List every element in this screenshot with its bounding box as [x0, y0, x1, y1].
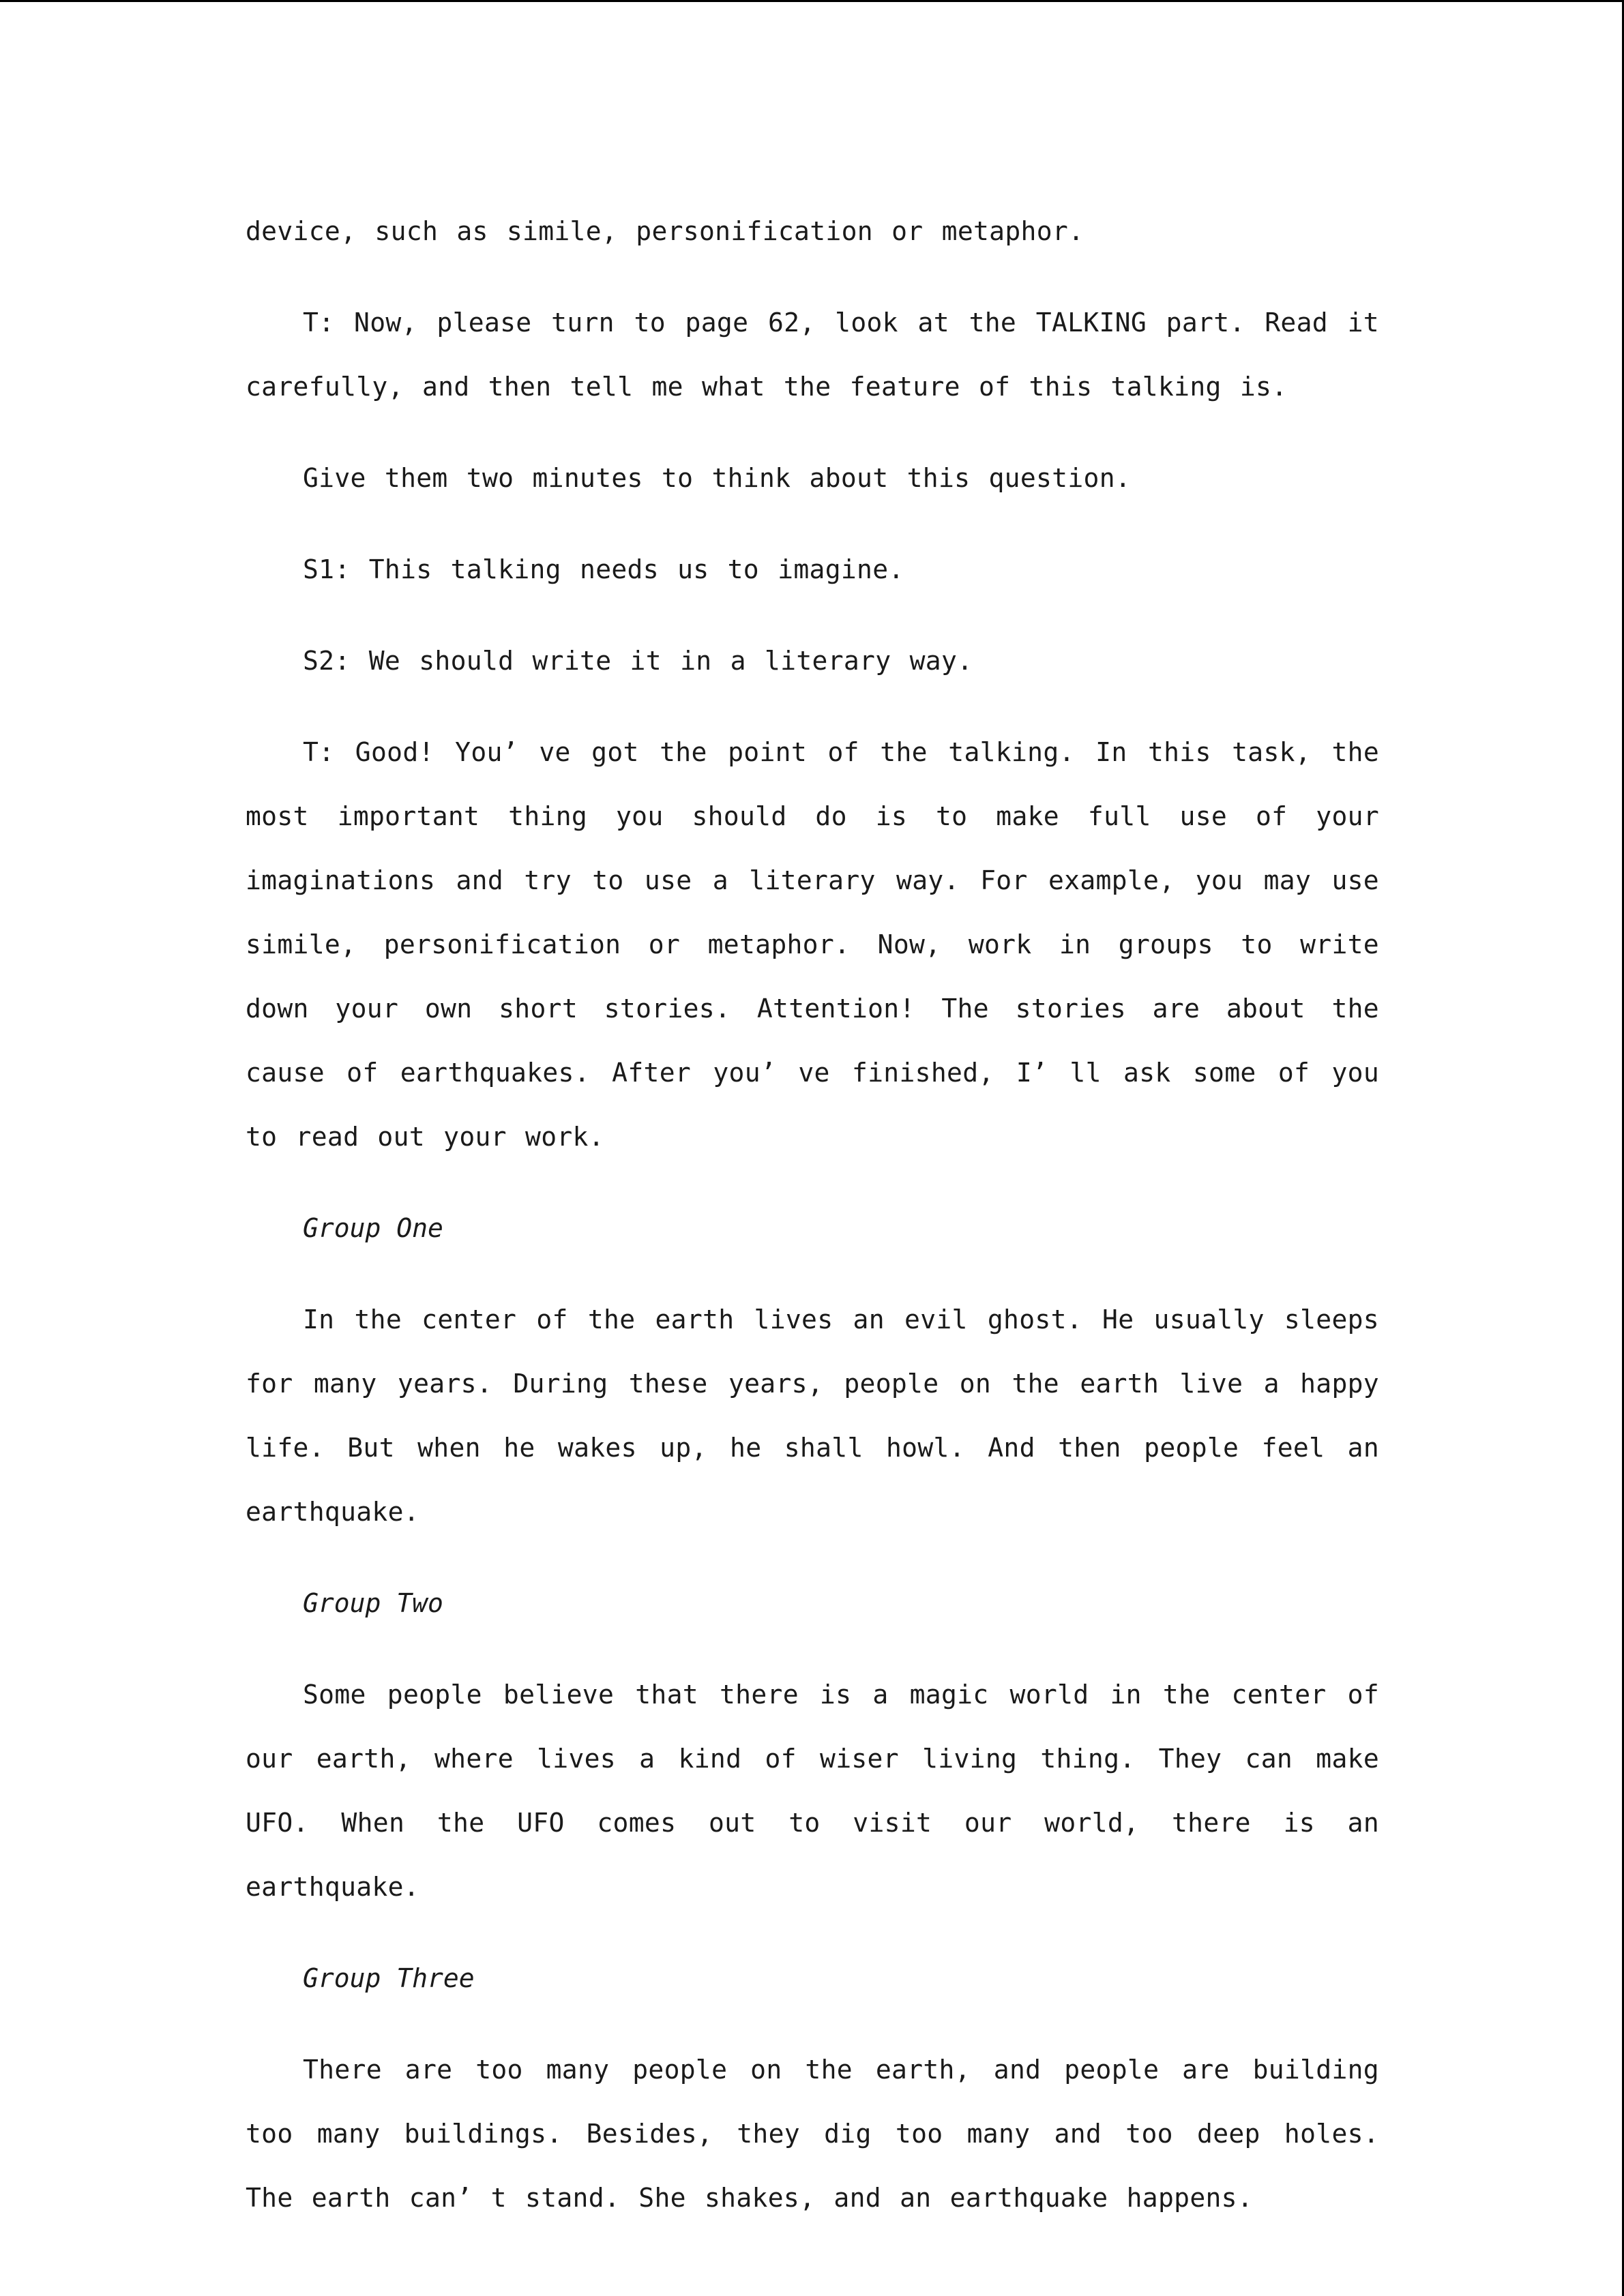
page-border-top: [0, 0, 1624, 2]
paragraph-teacher-task: T: Good! You’ ve got the point of the talking. In this task, the most important thing you should do is to make full use of your imaginations and try to use a literary way. For example, you may use simile, personification or metaphor. Now, work in groups to write down your own short stories. Attention! The stories are about the cause of earthquakes. After you’ ve finished, I’ ll ask some of you to read out your work.: [246, 737, 1379, 1152]
paragraph-continuation: device, such as simile, personification or metaphor.: [246, 216, 1084, 246]
paragraph-student-one: S1: This talking needs us to imagine.: [303, 554, 904, 584]
heading-group-two: Group Two: [303, 1588, 443, 1618]
paragraph-note: Give them two minutes to think about this question.: [303, 463, 1132, 493]
paragraph-student-two: S2: We should write it in a literary way.: [303, 646, 973, 676]
heading-group-three: Group Three: [303, 1963, 475, 1993]
paragraph-group-three-story: There are too many people on the earth, and people are building too many buildings. Besides, they dig too many and too deep holes. The earth can’ t stand. She shakes, and an earthquake happens.: [246, 2055, 1379, 2213]
document-body: [246, 199, 1379, 2257]
heading-group-one: Group One: [303, 1213, 443, 1243]
paragraph-teacher-instruction: T: Now, please turn to page 62, look at the TALKING part. Read it carefully, and then tell me what the feature of this talking is.: [246, 308, 1379, 402]
paragraph-group-one-story: In the center of the earth lives an evil ghost. He usually sleeps for many years. During these years, people on the earth live a happy life. But when he wakes up, he shall howl. And then people feel an earthquake.: [246, 1304, 1379, 1527]
paragraph-group-two-story: Some people believe that there is a magic world in the center of our earth, where lives a kind of wiser living thing. They can make UFO. When the UFO comes out to visit our world, there is an earthquake.: [246, 1680, 1379, 1902]
